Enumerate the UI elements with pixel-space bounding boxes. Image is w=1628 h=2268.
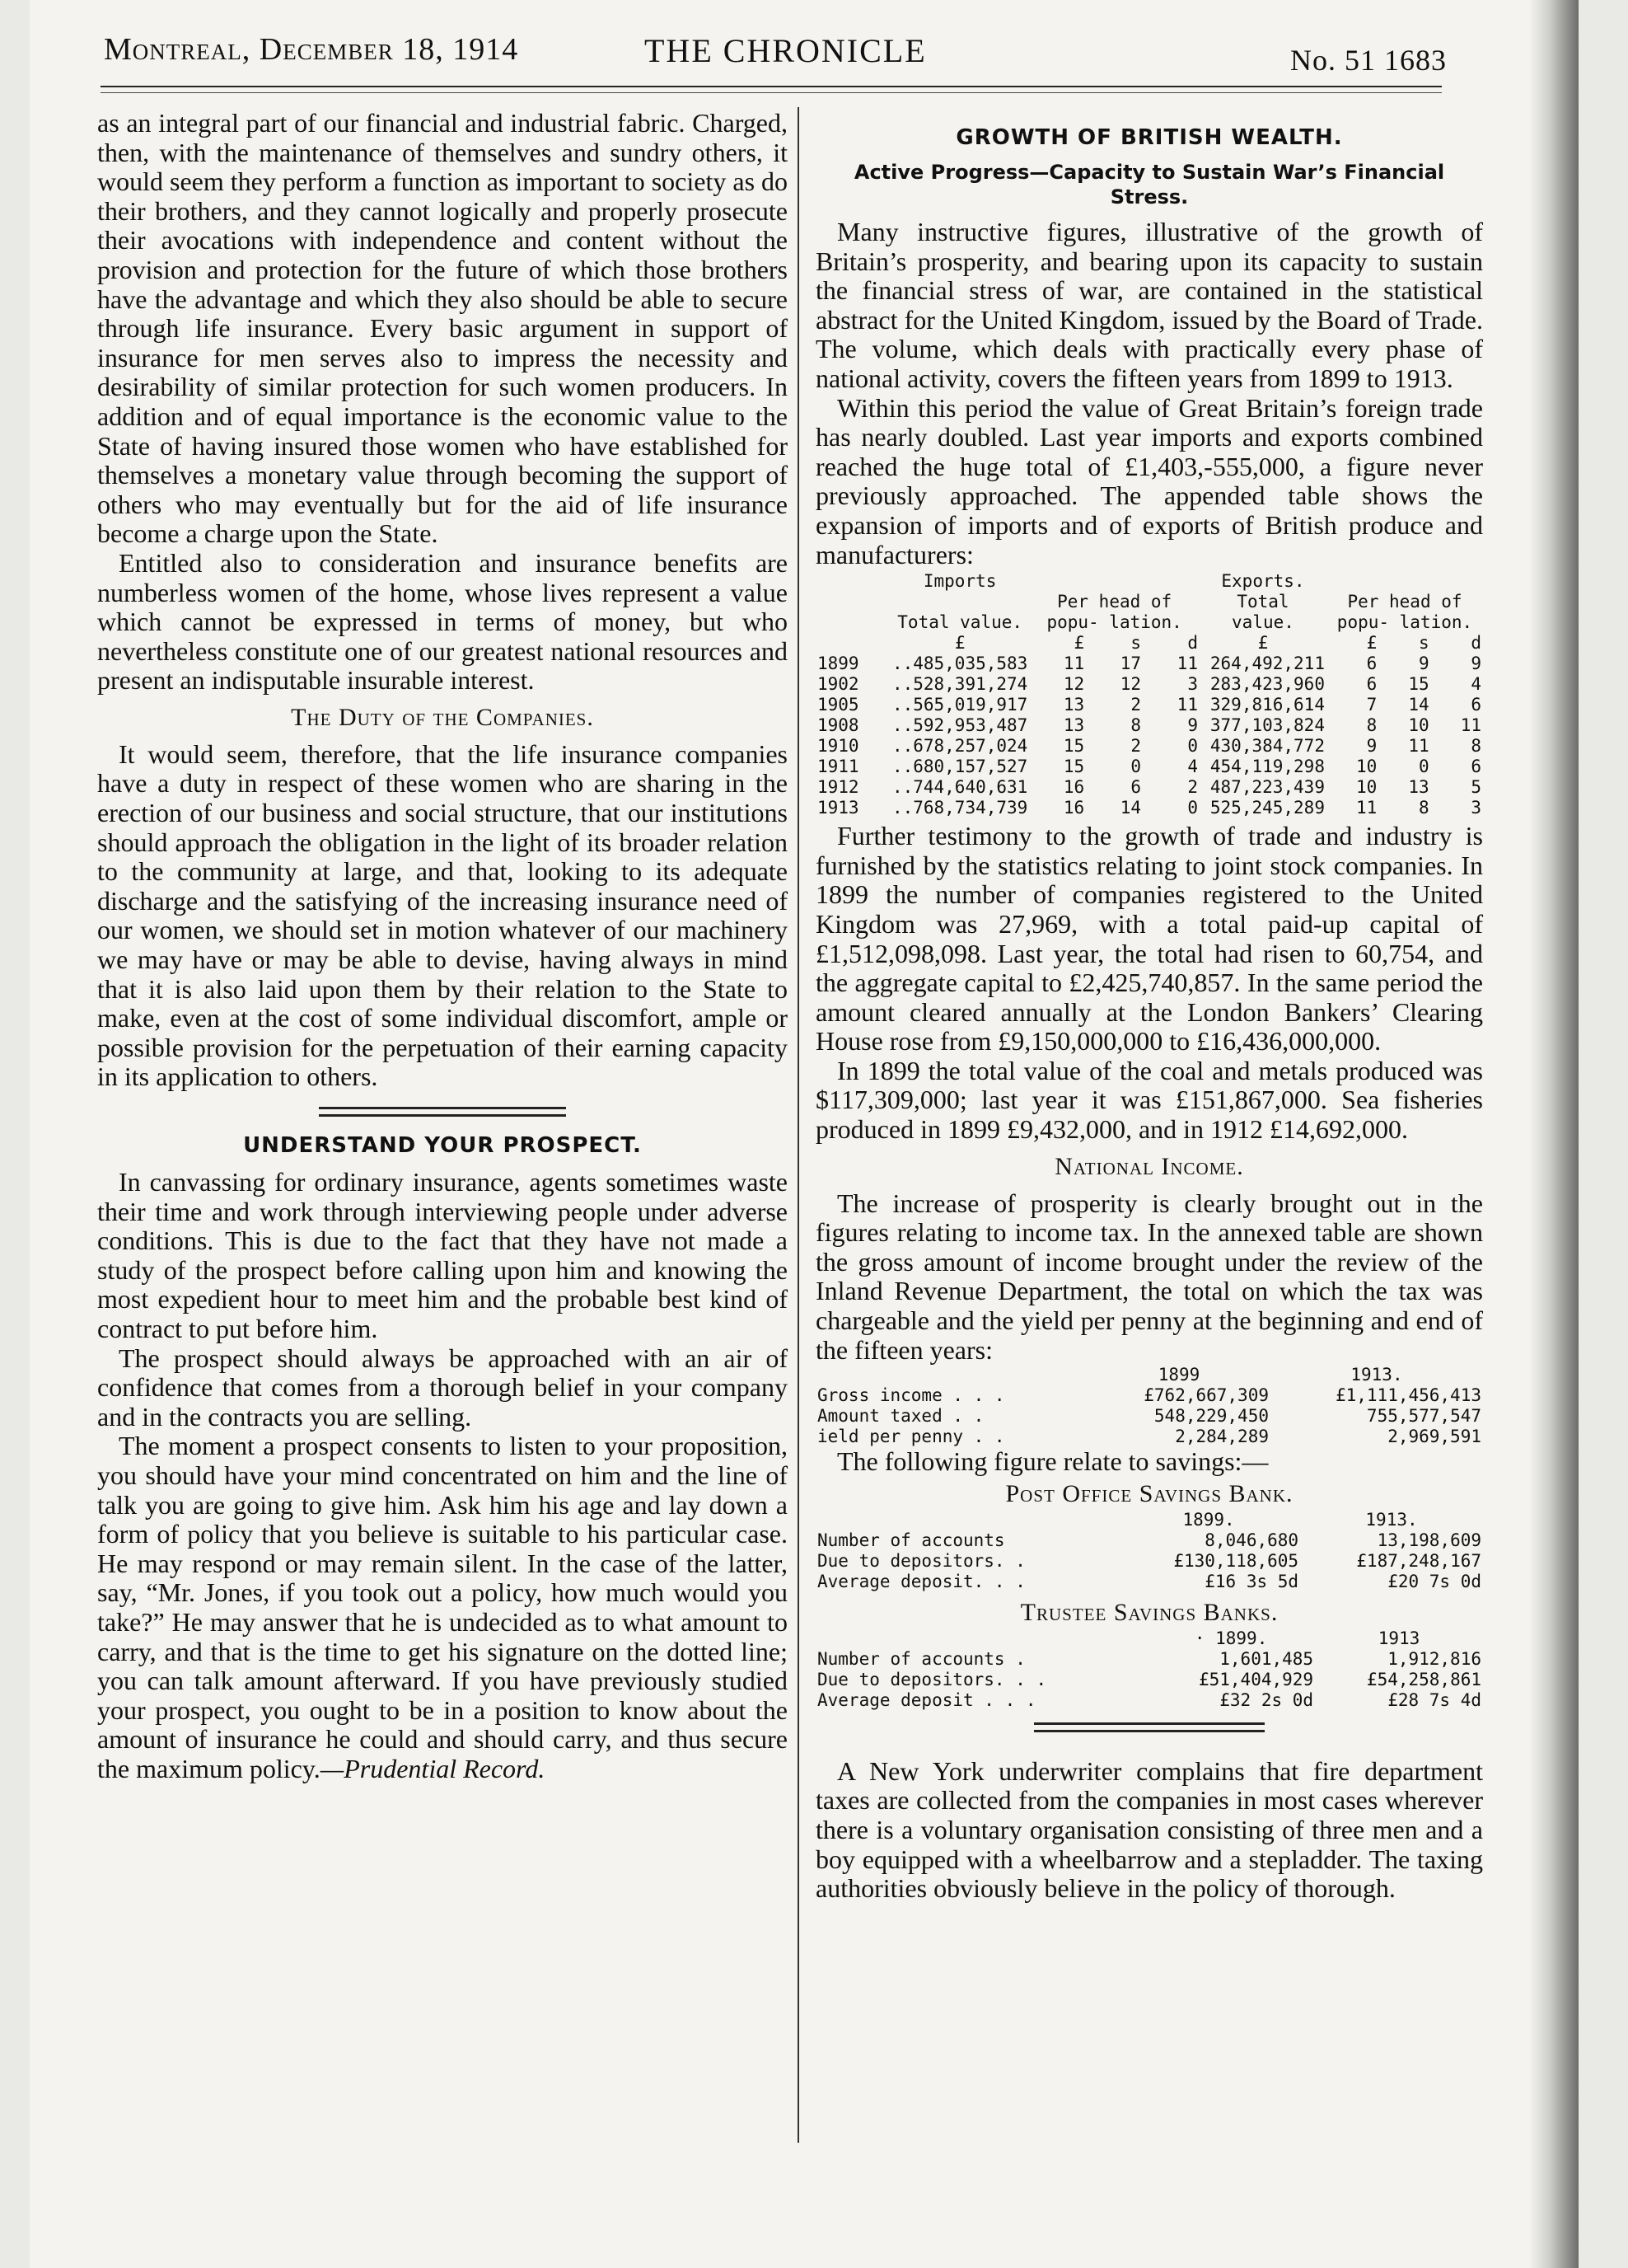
imports-header: Imports xyxy=(923,571,997,592)
section-heading-duty: The Duty of the Companies. xyxy=(291,703,594,731)
income-value-1899: 548,229,450 xyxy=(1153,1406,1269,1427)
imports-total: ..565,019,917 xyxy=(891,695,1028,715)
left-paragraph-5: The prospect should always be approached with an air of confidence that comes from a thorough belief in your company and in the contracts you are selling. xyxy=(97,1343,788,1432)
right-paragraph-5: The increase of prosperity is clearly brought out in the figures relating to income tax. In the annexed table are shown the gross amount of income brought under the review of the Inland Revenue Department, the total on which the tax was chargeable and the yield per penny at the beginning and end of the fifteen years: xyxy=(816,1188,1483,1365)
article-subheading-wealth: Active Progress—Capacity to Sustain War’s Financial Stress. xyxy=(854,161,1445,209)
left-paragraph-6 xyxy=(97,1432,788,1783)
exports-head-pence: 9 xyxy=(1471,654,1481,674)
imports-total-value-header: Total value. xyxy=(897,612,1022,633)
double-rule-divider-right xyxy=(1034,1722,1265,1732)
trustee-row xyxy=(816,1670,1483,1690)
imports-head-pounds: 12 xyxy=(1063,674,1085,695)
imports-head-shillings: 17 xyxy=(1120,654,1142,674)
left-paragraph-4: In canvassing for ordinary insurance, agents sometimes waste their time and work through interviewing people under adverse conditions. This is due to the fact that they have not made a study of the prospect before calling upon him and knowing the most expedient hour to meet him and the probable best kind of contract to put before him. xyxy=(97,1167,788,1343)
trade-row xyxy=(816,654,1483,674)
masthead xyxy=(30,0,1579,107)
left-paragraph-6-text: The moment a prospect consents to listen to your proposition, you should have your mind concentrated on him and the line of talk you are going to give him. Ask him his age and lay down a form of policy that you believe is suitable to his particular case. He may respond or may remain silent. In the case of the latter, say, “Mr. Jones, if you took out a policy, how much would you take?” He may answer that he is undecided as to what amount to carry, and that is the time to get his signature on the dotted line; you can talk amount afterward. If you have previously studied your prospect, you ought to be in a position to know about the amount of insurance he could and should carry, and thus secure the maximum policy. xyxy=(97,1431,788,1783)
income-value-1913: 2,969,591 xyxy=(1387,1427,1481,1447)
trade-table xyxy=(816,571,1483,818)
exports-head-shillings: 15 xyxy=(1408,674,1429,695)
exports-head-pounds: 6 xyxy=(1366,674,1378,695)
imports-head-shillings: 0 xyxy=(1130,757,1142,777)
income-year-1913: 1913. xyxy=(1350,1365,1403,1385)
trade-year: 1902 xyxy=(817,674,859,695)
exports-head-pence: 8 xyxy=(1471,736,1481,757)
trade-row xyxy=(816,798,1483,818)
right-column xyxy=(816,109,1483,1904)
imports-head-pounds: 16 xyxy=(1063,798,1085,818)
left-paragraph-3: It would seem, therefore, that the life insurance companies have a duty in respect of these women who are sharing in the erection of our business and social structure, that our institutions should approach the obligation in the light of its broader relation to the community at large, and that, looking to its adequate discharge and the satisfying of the increasing insurance need of our women, we should set in motion whatever of our machinery we may have or may be able to devise, having always in mind that it is also laid upon them by their relation to the State to make, even at the cost of some individual discomfort, ample or possible provision for the perpetuation of their earning capacity in its application to others. xyxy=(97,738,788,1092)
unit-shilling: s xyxy=(1130,633,1142,654)
post-row xyxy=(816,1572,1483,1592)
right-paragraph-6: The following figure relate to savings:— xyxy=(837,1446,1269,1477)
imports-head-pence: 11 xyxy=(1177,695,1198,715)
imports-total: ..744,640,631 xyxy=(891,777,1028,798)
section-heading-post-office: Post Office Savings Bank. xyxy=(1005,1479,1294,1507)
exports-head-shillings: 8 xyxy=(1418,798,1429,818)
article-heading-prospect: UNDERSTAND YOUR PROSPECT. xyxy=(243,1133,642,1158)
trade-row xyxy=(816,777,1483,798)
exports-header: Exports. xyxy=(1221,571,1305,592)
trustee-label: Due to depositors. . . xyxy=(817,1669,1047,1689)
trade-year: 1905 xyxy=(817,695,859,715)
exports-head-pence: 11 xyxy=(1460,715,1481,736)
post-label: Average deposit. . . xyxy=(817,1571,1026,1591)
post-year-1913: 1913. xyxy=(1365,1509,1418,1530)
double-rule-divider xyxy=(319,1107,566,1117)
post-value-1899: £130,118,605 xyxy=(1173,1550,1299,1571)
imports-head-shillings: 2 xyxy=(1130,736,1142,757)
trustee-label: Average deposit . . . xyxy=(817,1689,1036,1710)
right-paragraph-7: A New York underwriter complains that fire department taxes are collected from the companies in most cases wherever there is a voluntary organisation consisting of three men and a boy equipped with a wheelbarrow and a stepladder. The taxing authorities obviously believe in the policy of thorough. xyxy=(816,1755,1483,1904)
masthead-rule-thin xyxy=(101,92,1442,93)
trade-row xyxy=(816,715,1483,736)
imports-head-shillings: 8 xyxy=(1130,715,1142,736)
imports-head-pounds: 13 xyxy=(1063,715,1085,736)
exports-head-pounds: 10 xyxy=(1356,777,1378,798)
post-office-table xyxy=(816,1510,1483,1592)
income-label: Gross income . . . xyxy=(817,1385,1005,1406)
unit-pence: d xyxy=(1471,633,1481,654)
imports-head-pounds: 13 xyxy=(1063,695,1085,715)
trustee-year-1913: 1913 xyxy=(1378,1628,1420,1648)
exports-per-head-header: Per head of popu- lation. xyxy=(1336,592,1473,633)
unit-pound: £ xyxy=(1366,633,1378,654)
unit-shilling: s xyxy=(1418,633,1429,654)
imports-total: ..528,391,274 xyxy=(891,674,1028,695)
imports-head-pounds: 15 xyxy=(1063,757,1085,777)
source-credit: —Prudential Record. xyxy=(320,1753,545,1783)
exports-head-shillings: 13 xyxy=(1408,777,1429,798)
exports-total: 329,816,614 xyxy=(1209,695,1325,715)
exports-head-shillings: 0 xyxy=(1418,757,1429,777)
masthead-issue-page: No. 51 1683 xyxy=(1290,44,1447,77)
trustee-value-1913: 1,912,816 xyxy=(1387,1648,1481,1669)
masthead-dateline: Montreal, December 18, 1914 xyxy=(104,32,519,67)
exports-head-shillings: 14 xyxy=(1408,695,1429,715)
imports-head-shillings: 2 xyxy=(1130,695,1142,715)
exports-head-pounds: 11 xyxy=(1356,798,1378,818)
left-paragraph-2: Entitled also to consideration and insurance benefits are numberless women of the home, whose lives represent a value which cannot be expressed in terms of money, but who nevertheless constitute one of our greatest national resources and present an indisputable insurable interest. xyxy=(97,547,788,696)
trustee-value-1899: £51,404,929 xyxy=(1198,1669,1314,1689)
trade-row xyxy=(816,674,1483,695)
income-value-1899: £762,667,309 xyxy=(1144,1385,1269,1406)
imports-total: ..678,257,024 xyxy=(891,736,1028,757)
trustee-row xyxy=(816,1690,1483,1711)
income-row xyxy=(816,1427,1483,1447)
income-label: Amount taxed . . xyxy=(817,1406,985,1427)
exports-head-pence: 6 xyxy=(1471,695,1481,715)
trustee-value-1899: 1,601,485 xyxy=(1219,1648,1314,1669)
imports-head-pence: 0 xyxy=(1187,736,1198,757)
post-label: Due to depositors. . xyxy=(817,1550,1026,1571)
unit-pound: £ xyxy=(1074,633,1085,654)
post-year-1899: 1899. xyxy=(1182,1509,1235,1530)
imports-head-shillings: 6 xyxy=(1130,777,1142,798)
exports-pound-unit: £ xyxy=(1257,633,1269,654)
post-value-1913: 13,198,609 xyxy=(1377,1530,1481,1550)
income-label: ield per penny . . xyxy=(817,1427,1005,1447)
imports-head-pence: 4 xyxy=(1187,757,1198,777)
exports-total: 454,119,298 xyxy=(1209,757,1325,777)
trade-year: 1911 xyxy=(817,757,859,777)
article-heading-wealth: GROWTH OF BRITISH WEALTH. xyxy=(956,125,1343,150)
income-row xyxy=(816,1385,1483,1406)
trade-row xyxy=(816,695,1483,715)
page xyxy=(30,0,1579,2268)
imports-head-pounds: 15 xyxy=(1063,736,1085,757)
exports-head-pence: 5 xyxy=(1471,777,1481,798)
income-row xyxy=(816,1406,1483,1427)
exports-head-pence: 4 xyxy=(1471,674,1481,695)
post-label: Number of accounts xyxy=(817,1530,1005,1550)
unit-pence: d xyxy=(1187,633,1198,654)
exports-head-shillings: 9 xyxy=(1418,654,1429,674)
left-column xyxy=(97,109,788,1783)
post-value-1899: £16 3s 5d xyxy=(1205,1571,1299,1591)
trustee-year-1899: · 1899. xyxy=(1194,1628,1268,1648)
section-heading-trustee: Trustee Savings Banks. xyxy=(1020,1598,1279,1626)
trade-year: 1908 xyxy=(817,715,859,736)
imports-head-pence: 11 xyxy=(1177,654,1198,674)
masthead-rule xyxy=(101,86,1442,87)
masthead-title: THE CHRONICLE xyxy=(644,32,927,69)
imports-pound-unit: £ xyxy=(954,633,966,654)
exports-head-pounds: 10 xyxy=(1356,757,1378,777)
exports-total: 430,384,772 xyxy=(1209,736,1325,757)
imports-head-pence: 9 xyxy=(1187,715,1198,736)
exports-head-pounds: 6 xyxy=(1366,654,1378,674)
trustee-value-1899: £32 2s 0d xyxy=(1219,1689,1314,1710)
exports-head-shillings: 10 xyxy=(1408,715,1429,736)
exports-total: 525,245,289 xyxy=(1209,798,1325,818)
trustee-value-1913: £54,258,861 xyxy=(1366,1669,1481,1689)
imports-head-shillings: 12 xyxy=(1120,674,1142,695)
post-value-1913: £20 7s 0d xyxy=(1387,1571,1481,1591)
income-table xyxy=(816,1365,1483,1447)
imports-total: ..768,734,739 xyxy=(891,798,1028,818)
income-year-1899: 1899 xyxy=(1158,1365,1200,1385)
post-row xyxy=(816,1551,1483,1572)
exports-total: 283,423,960 xyxy=(1209,674,1325,695)
exports-head-pounds: 9 xyxy=(1366,736,1378,757)
imports-head-pence: 0 xyxy=(1187,798,1198,818)
imports-total: ..592,953,487 xyxy=(891,715,1028,736)
imports-per-head-header: Per head of popu- lation. xyxy=(1046,592,1182,633)
section-heading-national-income: National Income. xyxy=(1055,1152,1244,1180)
imports-head-pence: 2 xyxy=(1187,777,1198,798)
imports-head-pence: 3 xyxy=(1187,674,1198,695)
column-divider xyxy=(798,107,799,2143)
imports-total: ..680,157,527 xyxy=(891,757,1028,777)
trade-year: 1910 xyxy=(817,736,859,757)
trustee-label: Number of accounts . xyxy=(817,1648,1026,1669)
exports-total-value-header: Total value. xyxy=(1232,592,1294,633)
income-value-1899: 2,284,289 xyxy=(1175,1427,1269,1447)
post-row xyxy=(816,1530,1483,1551)
exports-head-pounds: 7 xyxy=(1366,695,1378,715)
trustee-row xyxy=(816,1649,1483,1670)
trustee-table xyxy=(816,1628,1483,1711)
imports-head-pounds: 11 xyxy=(1063,654,1085,674)
exports-head-shillings: 11 xyxy=(1408,736,1429,757)
page-edge-shadow xyxy=(1529,0,1579,2268)
exports-head-pence: 6 xyxy=(1471,757,1481,777)
trustee-value-1913: £28 7s 4d xyxy=(1387,1689,1481,1710)
income-value-1913: £1,111,456,413 xyxy=(1335,1385,1481,1406)
imports-total: ..485,035,583 xyxy=(891,654,1028,674)
right-paragraph-3: Further testimony to the growth of trade and industry is furnished by the statistics relating to joint stock companies. In 1899 the number of companies registered to the United Kingdom was 27,969, with a total paid-up capital of £1,512,098,098. Last year, the total had risen to 60,754, and the aggregate capital to £2,425,740,857. In the same period the amount cleared annually at the London Bankers’ Clearing House rose from £9,150,000,000 to £16,436,000,000. xyxy=(816,821,1483,1057)
income-value-1913: 755,577,547 xyxy=(1366,1406,1481,1427)
right-paragraph-4: In 1899 the total value of the coal and metals produced was $117,309,000; last year it was £151,867,000. Sea fisheries produced in 1899 £9,432,000, and in 1912 £14,692,000. xyxy=(816,1055,1483,1145)
trade-year: 1912 xyxy=(817,777,859,798)
right-paragraph-2: Within this period the value of Great Britain’s foreign trade has nearly doubled. Last year imports and exports combined reached the huge total of £1,403,-555,000, a figure never previously approached. The appended table shows the expansion of imports and of exports of British produce and manufacturers: xyxy=(816,392,1483,569)
exports-head-pounds: 8 xyxy=(1366,715,1378,736)
trade-year: 1899 xyxy=(817,654,859,674)
exports-head-pence: 3 xyxy=(1471,798,1481,818)
post-value-1913: £187,248,167 xyxy=(1356,1550,1481,1571)
right-paragraph-1: Many instructive figures, illustrative of the growth of Britain’s prosperity, and bearing upon its capacity to sustain the financial stress of war, are contained in the statistical abstract for the United Kingdom, issued by the Board of Trade. The volume, which deals with practically every phase of national activity, covers the fifteen years from 1899 to 1913. xyxy=(816,217,1483,393)
imports-head-shillings: 14 xyxy=(1120,798,1142,818)
trade-row xyxy=(816,757,1483,777)
trade-row xyxy=(816,736,1483,757)
exports-total: 264,492,211 xyxy=(1209,654,1325,674)
imports-head-pounds: 16 xyxy=(1063,777,1085,798)
left-paragraph-1: as an integral part of our financial and industrial fabric. Charged, then, with the maintenance of themselves and sundry others, it would seem they perform a function as important to society as do their brothers, and they cannot logically and properly prosecute their avocations with independence and content without the provision and protection for the future of which those brothers have the advantage and which they also should be able to secure through life insurance. Every basic argument in support of insurance for men serves also to impress the necessity and desirability of similar protection for such women producers. In addition and of equal importance is the economic value to the State of having insured those women who have established for themselves a monetary value through becoming the support of others who may eventually but for the aid of life insurance become a charge upon the State. xyxy=(97,108,788,549)
post-value-1899: 8,046,680 xyxy=(1205,1530,1299,1550)
exports-total: 377,103,824 xyxy=(1209,715,1325,736)
trade-year: 1913 xyxy=(817,798,859,818)
exports-total: 487,223,439 xyxy=(1209,777,1325,798)
